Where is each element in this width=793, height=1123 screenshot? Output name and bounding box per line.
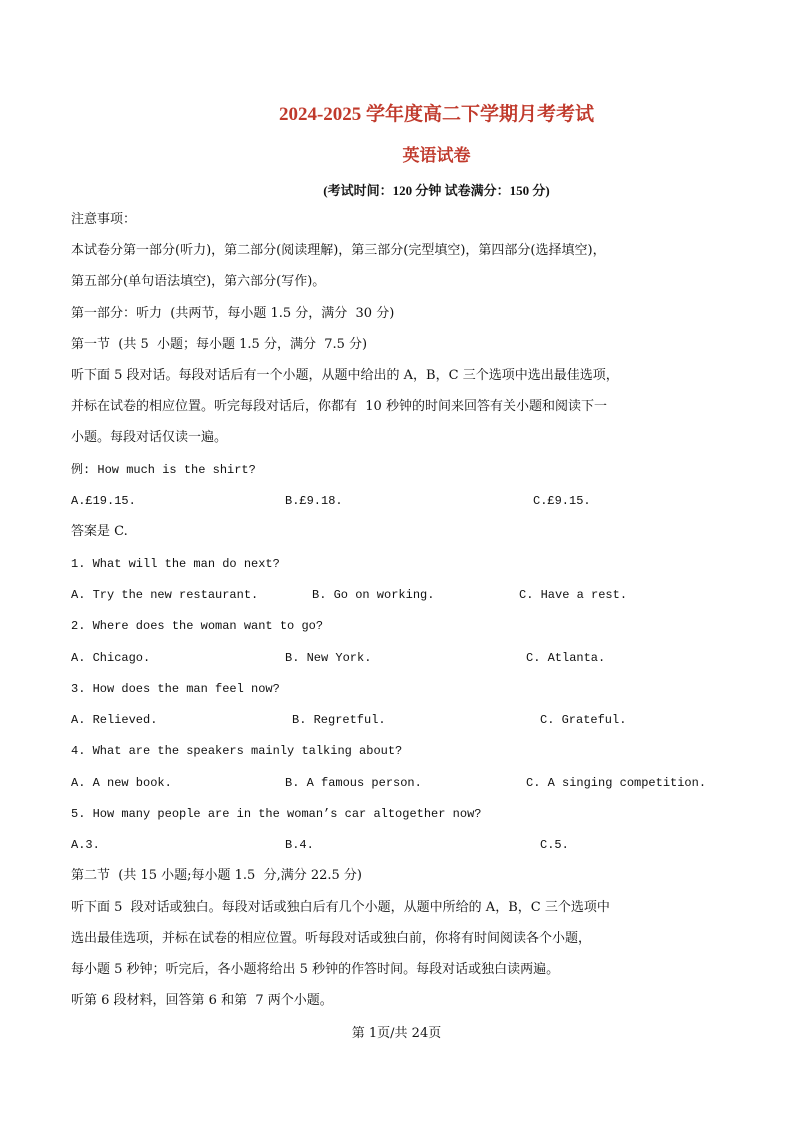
section2-heading: 第二节 (共 15 小题;每小题 1.5 分,满分 22.5 分) — [71, 868, 363, 883]
question-2-option-b: B. New York. — [285, 651, 372, 665]
question-1-option-b: B. Go on working. — [312, 588, 435, 602]
question-3-option-b: B. Regretful. — [292, 713, 386, 727]
section1-instruction: 小题。每段对话仅读一遍。 — [71, 430, 228, 445]
question-1-option-a: A. Try the new restaurant. — [71, 588, 259, 602]
page-footer: 第 1页/共 24页 — [351, 1026, 442, 1041]
question-4: 4. What are the speakers mainly talking about? — [71, 744, 403, 758]
notes-heading: 注意事项： — [71, 212, 137, 227]
question-5-option-c: C.5. — [540, 838, 569, 852]
section1-instruction: 听下面 5 段对话。每段对话后有一个小题，从题中给出的 A，B，C 三个选项中选出最佳选项， — [71, 368, 619, 383]
question-1-option-c: C. Have a rest. — [519, 588, 628, 602]
example-option-b: B.£9.18. — [285, 494, 343, 508]
example-question: 例: How much is the shirt? — [71, 463, 256, 477]
example-option-c: C.£9.15. — [533, 494, 591, 508]
exam-info: (考试时间：120 分钟 试卷满分：150 分) — [323, 183, 550, 198]
section2-instruction: 选出最佳选项，并标在试卷的相应位置。听每段对话或独白前，你将有时间阅读各个小题， — [71, 931, 592, 946]
question-2: 2. Where does the woman want to go? — [71, 619, 324, 633]
section1-instruction: 并标在试卷的相应位置。听完每段对话后，你都有 10 秒钟的时间来回答有关小题和阅读下一 — [71, 399, 607, 414]
question-3: 3. How does the man feel now? — [71, 682, 280, 696]
question-3-option-c: C. Grateful. — [540, 713, 627, 727]
page-title: 2024-2025 学年度高二下学期月考考试 — [278, 104, 595, 125]
section2-instruction: 每小题 5 秒钟；听完后，各小题将给出 5 秒钟的作答时间。每段对话或独白读两遍。 — [71, 962, 560, 977]
page-subtitle: 英语试卷 — [402, 146, 471, 165]
question-4-option-a: A. A new book. — [71, 776, 172, 790]
question-3-option-a: A. Relieved. — [71, 713, 158, 727]
question-1: 1. What will the man do next? — [71, 557, 280, 571]
question-4-option-b: B. A famous person. — [285, 776, 422, 790]
section2-instruction: 听下面 5 段对话或独白。每段对话或独白后有几个小题，从题中所给的 A，B，C 三个选项中 — [71, 900, 610, 915]
question-5-option-a: A.3. — [71, 838, 100, 852]
notes-line: 本试卷分第一部分(听力)，第二部分(阅读理解)，第三部分(完型填空)，第四部分(选择填空)， — [71, 243, 606, 258]
section2-last-line: 听第 6 段材料，回答第 6 和第 7 两个小题。 — [71, 993, 333, 1008]
example-answer: 答案是 C. — [71, 524, 128, 539]
part1-heading: 第一部分：听力 (共两节，每小题 1.5 分，满分 30 分) — [71, 306, 395, 321]
section1-heading: 第一节 (共 5 小题；每小题 1.5 分，满分 7.5 分) — [71, 337, 368, 352]
question-2-option-a: A. Chicago. — [71, 651, 151, 665]
question-4-option-c: C. A singing competition. — [526, 776, 707, 790]
notes-line: 第五部分(单句语法填空)，第六部分(写作)。 — [71, 274, 326, 289]
example-option-a: A.£19.15. — [71, 494, 136, 508]
question-5-option-b: B.4. — [285, 838, 314, 852]
question-5: 5. How many people are in the woman’s car altogether now? — [71, 807, 482, 821]
question-2-option-c: C. Atlanta. — [526, 651, 606, 665]
